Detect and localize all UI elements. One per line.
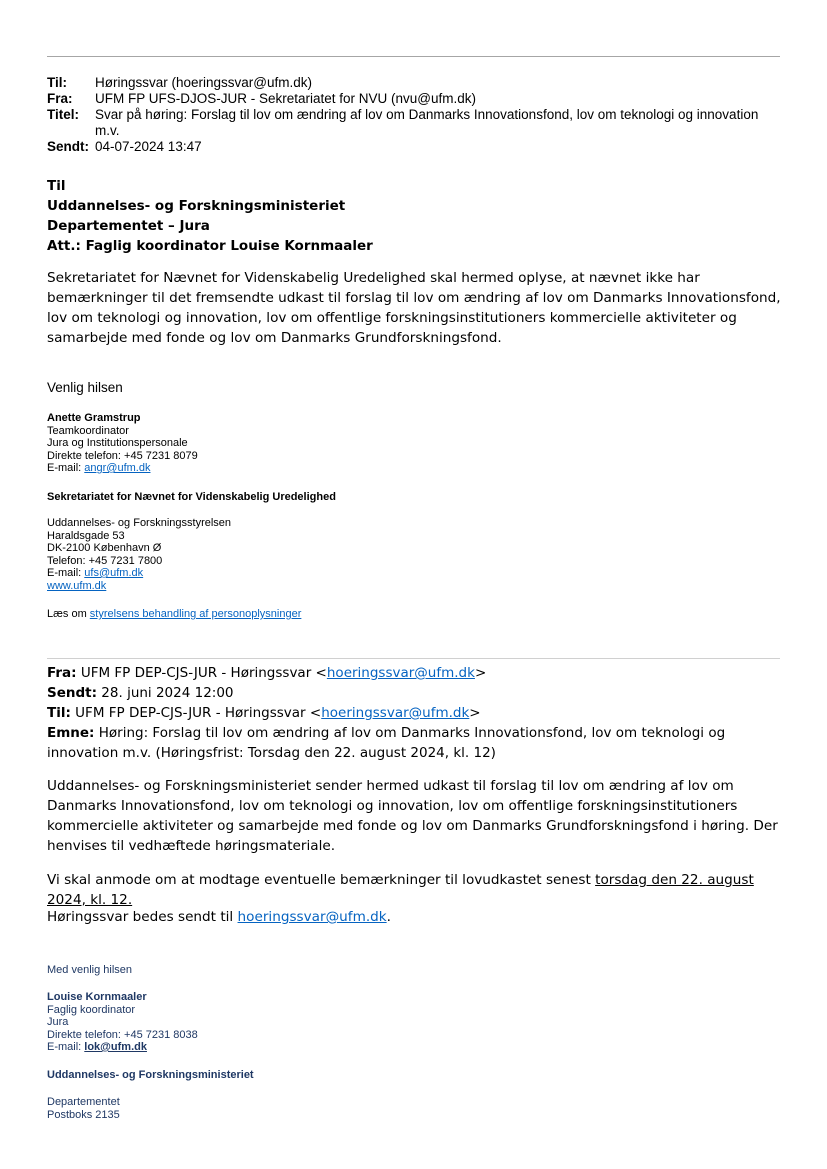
signature-email-label: E-mail: — [47, 462, 85, 474]
original-from-value: UFM FP DEP-CJS-JUR - Høringssvar < — [76, 665, 327, 681]
signature-email-line — [47, 462, 782, 475]
original-greeting: Med venlig hilsen — [47, 964, 132, 976]
original-to-value: UFM FP DEP-CJS-JUR - Høringssvar < — [70, 705, 322, 721]
reply-signature — [47, 412, 782, 475]
header-from-row — [47, 91, 780, 107]
header-title-label: Titel: — [47, 107, 80, 122]
original-from-close: > — [474, 665, 487, 681]
original-signature-name: Louise Kornmaaler — [47, 991, 147, 1003]
original-org-postbox: Postboks 2135 — [47, 1108, 120, 1121]
original-sent-value: 28. juni 2024 12:00 — [97, 685, 234, 701]
address-line: Uddannelses- og Forskningsministeriet — [47, 198, 346, 214]
email-header — [47, 75, 780, 155]
header-to-value: Høringssvar (hoeringssvar@ufm.dk) — [95, 75, 313, 90]
header-title-value: Svar på høring: Forslag til lov om ændring af lov om Danmarks Innovationsfond, lov om teknologi og innovation m.v. — [95, 107, 759, 138]
original-to-row — [47, 703, 782, 723]
paragraph-2-text: Vi skal anmode om at modtage eventuelle bemærkninger til lovudkastet senest — [47, 872, 596, 888]
org-email-link[interactable]: ufs@ufm.dk — [84, 567, 144, 579]
signature-name: Anette Gramstrup — [47, 412, 141, 424]
signature-department: Jura og Institutionspersonale — [47, 437, 188, 449]
original-to-close: > — [469, 705, 481, 721]
original-org-address — [47, 1096, 782, 1121]
original-paragraph-1: Uddannelses- og Forskningsministeriet sender hermed udkast til forslag til lov om ændring af lov om Danmarks Innovationsfond, lov om teknologi og innovation, lov om offentlige forskningsinstitutioners kommercielle aktiviteter og samarbejde med fonde og lov om Danmarks Grundforskningsfond i høring. Der henvises til vedhæftede høringsmateriale. — [47, 778, 778, 854]
quote-divider — [47, 658, 780, 659]
signature-role: Teamkoordinator — [47, 424, 129, 437]
original-signature-email-label: E-mail: — [47, 1041, 85, 1053]
org-web-line — [47, 580, 782, 593]
original-sent-row — [47, 683, 782, 703]
reply-greeting: Venlig hilsen — [47, 380, 123, 395]
paragraph-3-text: Høringssvar bedes sendt til — [47, 909, 238, 925]
header-sent-label: Sendt: — [47, 139, 89, 154]
reply-address — [47, 176, 782, 256]
header-from-label: Fra: — [47, 91, 73, 106]
top-divider — [47, 56, 780, 57]
original-sent-label: Sendt: — [47, 685, 98, 701]
original-subject-row — [47, 723, 782, 763]
original-signature-role: Faglig koordinator — [47, 1003, 136, 1016]
signature-email-link[interactable]: angr@ufm.dk — [84, 462, 151, 474]
header-from-value: UFM FP UFS-DJOS-JUR - Sekretariatet for NVU (nvu@ufm.dk) — [95, 91, 477, 106]
original-paragraph-2 — [47, 870, 782, 910]
privacy-line — [47, 608, 782, 621]
reply-to-email-link[interactable]: hoeringssvar@ufm.dk — [237, 909, 387, 925]
original-signature-department: Jura — [47, 1016, 69, 1028]
original-paragraph-3 — [47, 907, 782, 927]
original-from-label: Fra: — [47, 665, 77, 681]
org-street: Haraldsgade 53 — [47, 529, 125, 542]
original-signature — [47, 991, 782, 1054]
org-city: DK-2100 København Ø — [47, 542, 162, 554]
original-subject-label: Emne: — [47, 725, 95, 741]
org-name: Sekretariatet for Nævnet for Videnskabelig Uredelighed — [47, 491, 336, 503]
org-phone: Telefon: +45 7231 7800 — [47, 554, 163, 567]
org-address — [47, 517, 782, 592]
address-line: Til — [47, 178, 66, 194]
address-line: Departementet – Jura — [47, 218, 210, 234]
original-to-label: Til: — [47, 705, 71, 721]
address-line: Att.: Faglig koordinator Louise Kornmaaler — [47, 238, 373, 254]
header-to-label: Til: — [47, 75, 67, 90]
signature-phone: Direkte telefon: +45 7231 8079 — [47, 449, 198, 462]
header-sent-value: 04-07-2024 13:47 — [95, 139, 202, 154]
org-email-line — [47, 567, 782, 580]
header-sent-row — [47, 139, 780, 155]
privacy-link[interactable]: styrelsens behandling af personoplysninger — [89, 608, 302, 620]
original-org-department: Departementet — [47, 1096, 120, 1108]
original-header — [47, 663, 782, 763]
org-web-link[interactable]: www.ufm.dk — [47, 579, 107, 592]
header-to-row — [47, 75, 780, 91]
original-from-row — [47, 663, 782, 683]
privacy-prefix: Læs om — [47, 608, 90, 620]
header-title-row — [47, 107, 780, 139]
org-agency: Uddannelses- og Forskningsstyrelsen — [47, 517, 232, 529]
original-subject-value: Høring: Forslag til lov om ændring af lov om Danmarks Innovationsfond, lov om teknologi og innovation m.v. (Høringsfrist: Torsdag den 22. august 2024, kl. 12) — [47, 725, 726, 761]
paragraph-3-suffix: . — [386, 909, 391, 925]
original-to-email-link[interactable]: hoeringssvar@ufm.dk — [321, 705, 470, 721]
deadline-text: torsdag den 22. august 2024, kl. 12. — [47, 872, 754, 908]
original-signature-email-link[interactable]: lok@ufm.dk — [84, 1041, 147, 1053]
original-from-email-link[interactable]: hoeringssvar@ufm.dk — [326, 665, 475, 681]
reply-body: Sekretariatet for Nævnet for Videnskabelig Uredelighed skal hermed oplyse, at nævnet ikke har bemærkninger til det fremsendte udkast til forslag til lov om ændring af lov om Danmarks Innovationsfond, lov om teknologi og innovation, lov om offentlige forskningsinstitutioners kommercielle aktiviteter og samarbejde med fonde og lov om Danmarks Grundforskningsfond. — [47, 270, 781, 346]
original-signature-email-line — [47, 1041, 782, 1054]
original-org-name: Uddannelses- og Forskningsministeriet — [47, 1069, 254, 1081]
original-signature-phone: Direkte telefon: +45 7231 8038 — [47, 1028, 198, 1041]
org-email-label: E-mail: — [47, 567, 85, 579]
